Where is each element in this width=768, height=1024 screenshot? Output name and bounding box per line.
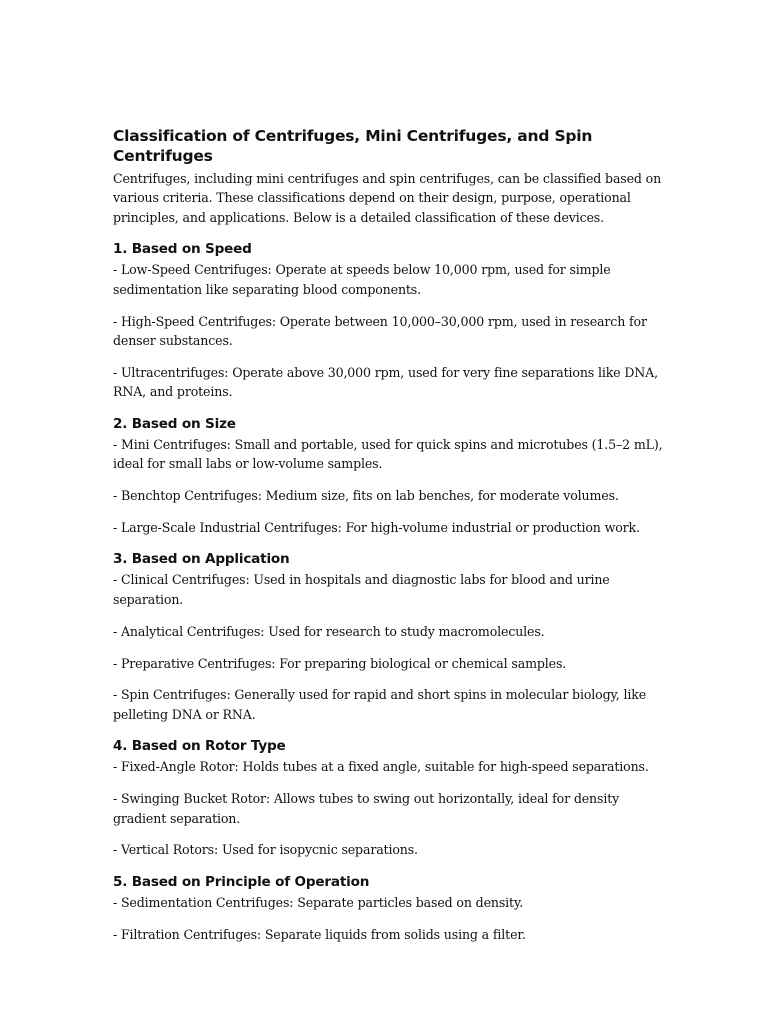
list-item: - Benchtop Centrifuges: Medium size, fits on lab benches, for moderate volumes. [113,487,619,503]
list-item: - Sedimentation Centrifuges: Separate particles based on density. [113,894,524,910]
list-item: - Clinical Centrifuges: Used in hospitals and diagnostic labs for blood and urine separation. [113,572,610,607]
list-item: - Fixed-Angle Rotor: Holds tubes at a fixed angle, suitable for high-speed separations. [113,759,649,775]
list-item: - Large-Scale Industrial Centrifuges: For high-volume industrial or production work. [113,519,640,535]
section-heading: 3. Based on Application [113,551,290,568]
section-speed [113,240,673,401]
list-item: - Analytical Centrifuges: Used for research to study macromolecules. [113,623,545,639]
section-application [113,550,673,724]
list-item: - Low-Speed Centrifuges: Operate at speeds below 10,000 rpm, used for simple sedimentation like separating blood components. [113,262,611,297]
list-item: - High-Speed Centrifuges: Operate between 10,000–30,000 rpm, used in research for denser substances. [113,313,647,348]
intro-paragraph: Centrifuges, including mini centrifuges and spin centrifuges, can be classified based on various criteria. These classifications depend on their design, purpose, operational principles, and applications. Below is a detailed classification of these devices. [113,171,662,225]
document-body [113,126,673,944]
document-title: Classification of Centrifuges, Mini Centrifuges, and Spin Centrifuges [113,127,593,165]
list-item: - Filtration Centrifuges: Separate liquids from solids using a filter. [113,926,526,942]
section-rotor-type [113,737,673,860]
list-item: - Ultracentrifuges: Operate above 30,000 rpm, used for very fine separations like DNA, RNA, and proteins. [113,364,658,400]
list-item: - Preparative Centrifuges: For preparing biological or chemical samples. [113,655,567,671]
section-heading: 2. Based on Size [113,415,236,432]
list-item: - Swinging Bucket Rotor: Allows tubes to swing out horizontally, ideal for density gradient separation. [113,791,620,826]
section-heading: 1. Based on Speed [113,241,252,258]
list-item: - Mini Centrifuges: Small and portable, used for quick spins and microtubes (1.5–2 mL), ideal for small labs or low-volume samples. [113,436,663,472]
section-heading: 4. Based on Rotor Type [113,738,286,755]
section-heading: 5. Based on Principle of Operation [113,873,370,890]
section-principle [113,873,673,944]
list-item: - Vertical Rotors: Used for isopycnic separations. [113,842,418,858]
section-size [113,415,673,538]
list-item: - Spin Centrifuges: Generally used for rapid and short spins in molecular biology, like pelleting DNA or RNA. [113,687,647,722]
